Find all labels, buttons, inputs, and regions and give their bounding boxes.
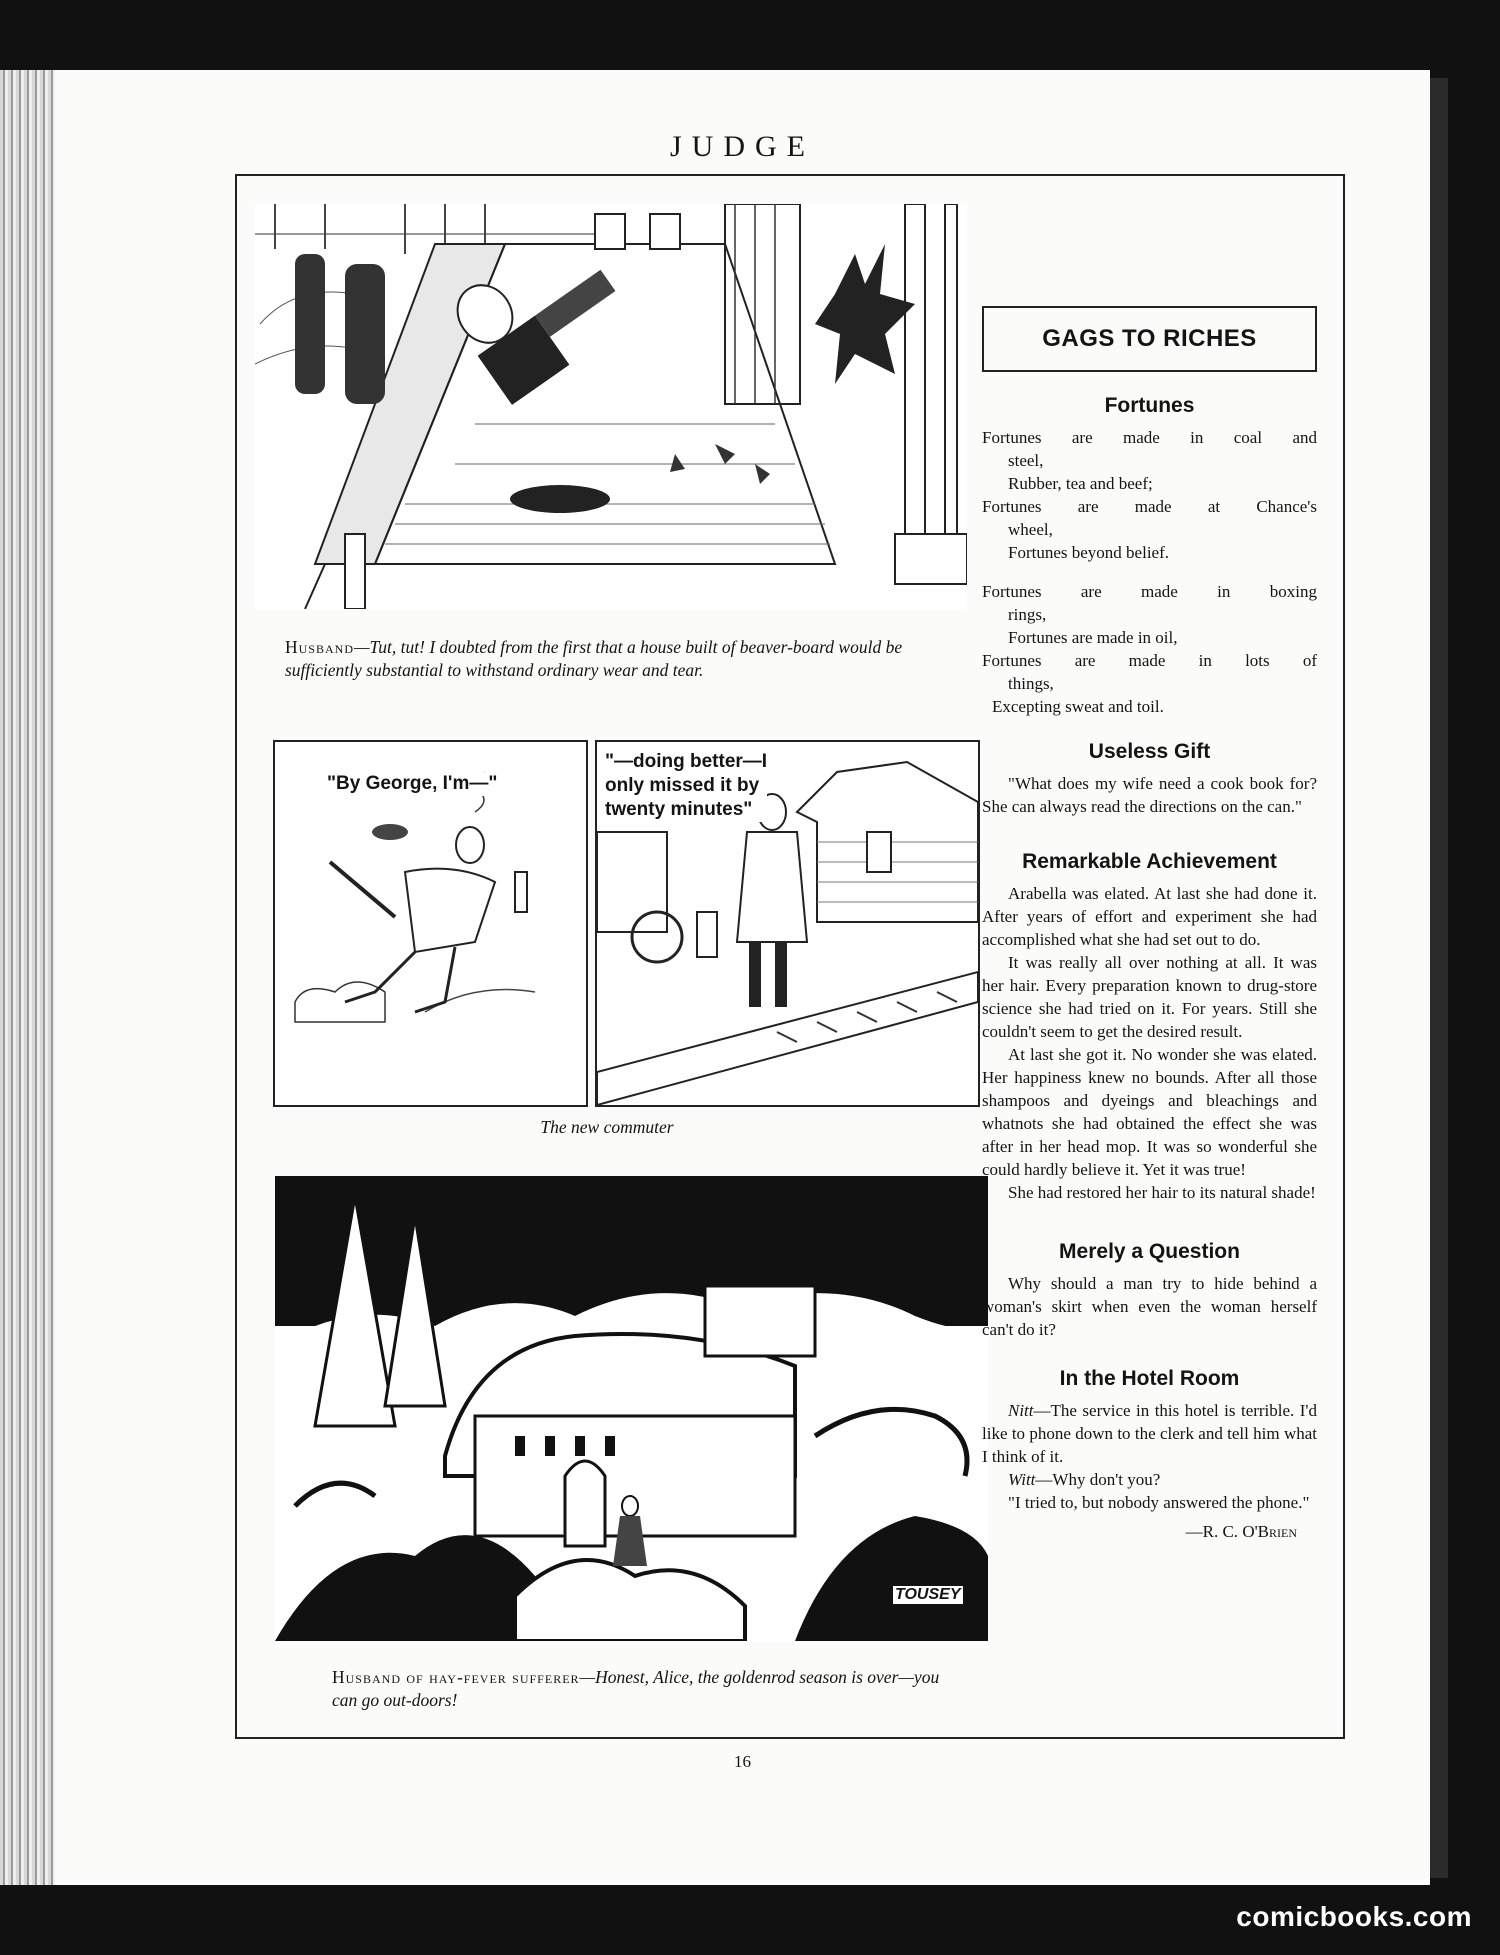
verse-line: steel, xyxy=(1008,451,1044,470)
section-title-remarkable: Remarkable Achievement xyxy=(1022,850,1277,873)
bubble-line-1: "—doing better—I xyxy=(605,751,768,772)
remarkable-paragraph-3: At last she got it. No wonder she was elated. Her happiness knew no bounds. After all those shampoos and dyeings and bleachings and whatnots she had obtained the effect she was after in her head mop. It was so wonderful she could hardly believe it. Yet it was true! xyxy=(982,1045,1317,1179)
speech-bubble-doing-better xyxy=(605,750,767,822)
hotel-paragraph-1 xyxy=(982,1399,1317,1468)
hotel-text-1: —The service in this hotel is terrible. I'd like to phone down to the clerk and tell him what I think of it. xyxy=(982,1401,1317,1466)
verse-line: rings, xyxy=(1008,605,1047,624)
column-header: GAGS TO RICHES xyxy=(982,306,1317,372)
caption-text: —Tut, tut! I doubted from the first that a house built of beaver-board would be sufficiently substantial to withstand ordinary wear and tear. xyxy=(285,637,903,680)
signature-name: O'Brien xyxy=(1242,1522,1297,1541)
section-title-useless-gift: Useless Gift xyxy=(1088,740,1211,763)
section-title-hotel: In the Hotel Room xyxy=(1059,1367,1240,1390)
page-frame xyxy=(235,174,1345,1739)
verse-line: Fortunes are made in boxing xyxy=(982,582,1317,601)
poem-stanza-1 xyxy=(982,426,1317,564)
remarkable-paragraph-1: Arabella was elated. At last she had done it. After years of effort and experiment she had accomplished what she had set out to do. xyxy=(982,884,1317,949)
section-title-fortunes: Fortunes xyxy=(1104,394,1195,417)
caption-text-hay-fever: —Honest, Alice, the goldenrod season is over—you can go out-doors! xyxy=(332,1667,940,1710)
useless-gift-text: "What does my wife need a cook book for? She can always read the directions on the can." xyxy=(982,774,1317,816)
commuter-running-illustration xyxy=(275,742,586,1105)
verse-line: Fortunes are made at Chance's xyxy=(982,497,1317,516)
caption-hay-fever xyxy=(332,1666,952,1712)
gags-column xyxy=(982,306,1317,1542)
verse-line: wheel, xyxy=(1008,520,1053,539)
cartoon-snowy-cottage xyxy=(275,1176,988,1641)
speech-bubble-by-george: "By George, I'm—" xyxy=(327,773,498,794)
poem-stanza-2 xyxy=(982,580,1317,718)
caption-speaker-hay-fever: Husband of hay-fever sufferer xyxy=(332,1667,580,1687)
verse-line: things, xyxy=(1008,674,1054,693)
verse-line: Fortunes are made in oil, xyxy=(1008,628,1178,647)
bubble-line-3: twenty minutes" xyxy=(605,799,753,820)
speaker-witt: Witt xyxy=(1008,1470,1036,1489)
caption-commuter: The new commuter xyxy=(540,1117,674,1137)
caption-speaker: Husband xyxy=(285,637,354,657)
caption-beaver-board xyxy=(285,636,935,682)
author-signature xyxy=(982,1522,1317,1542)
verse-line: Fortunes are made in coal and xyxy=(982,428,1317,447)
remarkable-paragraph-4: She had restored her hair to its natural shade! xyxy=(1008,1183,1316,1202)
magazine-page xyxy=(55,70,1430,1885)
speaker-nitt: Nitt xyxy=(1008,1401,1034,1420)
cartoon-beaver-board-illustration xyxy=(255,204,967,609)
masthead: JUDGE xyxy=(670,130,815,163)
cartoon-commuter-right xyxy=(595,740,980,1107)
question-text: Why should a man try to hide behind a woman's skirt when even the woman herself can't do it? xyxy=(982,1274,1317,1339)
hotel-paragraph-3: "I tried to, but nobody answered the phone." xyxy=(1008,1493,1310,1512)
verse-line: Excepting sweat and toil. xyxy=(992,697,1164,716)
snowy-cottage-illustration xyxy=(275,1176,988,1641)
next-page-edge xyxy=(1430,78,1448,1878)
bubble-line-2: only missed it by xyxy=(605,775,760,796)
cartoon-commuter-left xyxy=(273,740,588,1107)
hotel-paragraph-2 xyxy=(982,1468,1317,1491)
page-number: 16 xyxy=(734,1752,751,1771)
verse-line: Fortunes are made in lots of xyxy=(982,651,1317,670)
watermark: comicbooks.com xyxy=(1236,1901,1472,1932)
signature-prefix: —R. C. xyxy=(1185,1522,1243,1541)
section-title-question: Merely a Question xyxy=(1059,1240,1240,1263)
hotel-text-2: —Why don't you? xyxy=(1035,1470,1161,1489)
remarkable-paragraph-2: It was really all over nothing at all. It was her hair. Every preparation known to drug-store science she had tried on it. For years. Still she couldn't seem to get the desired result. xyxy=(982,953,1317,1041)
verse-line: Fortunes beyond belief. xyxy=(1008,543,1169,562)
cartoon-beaver-board xyxy=(255,204,967,609)
verse-line: Rubber, tea and beef; xyxy=(1008,474,1153,493)
artist-signature: TOUSEY xyxy=(895,1586,961,1603)
